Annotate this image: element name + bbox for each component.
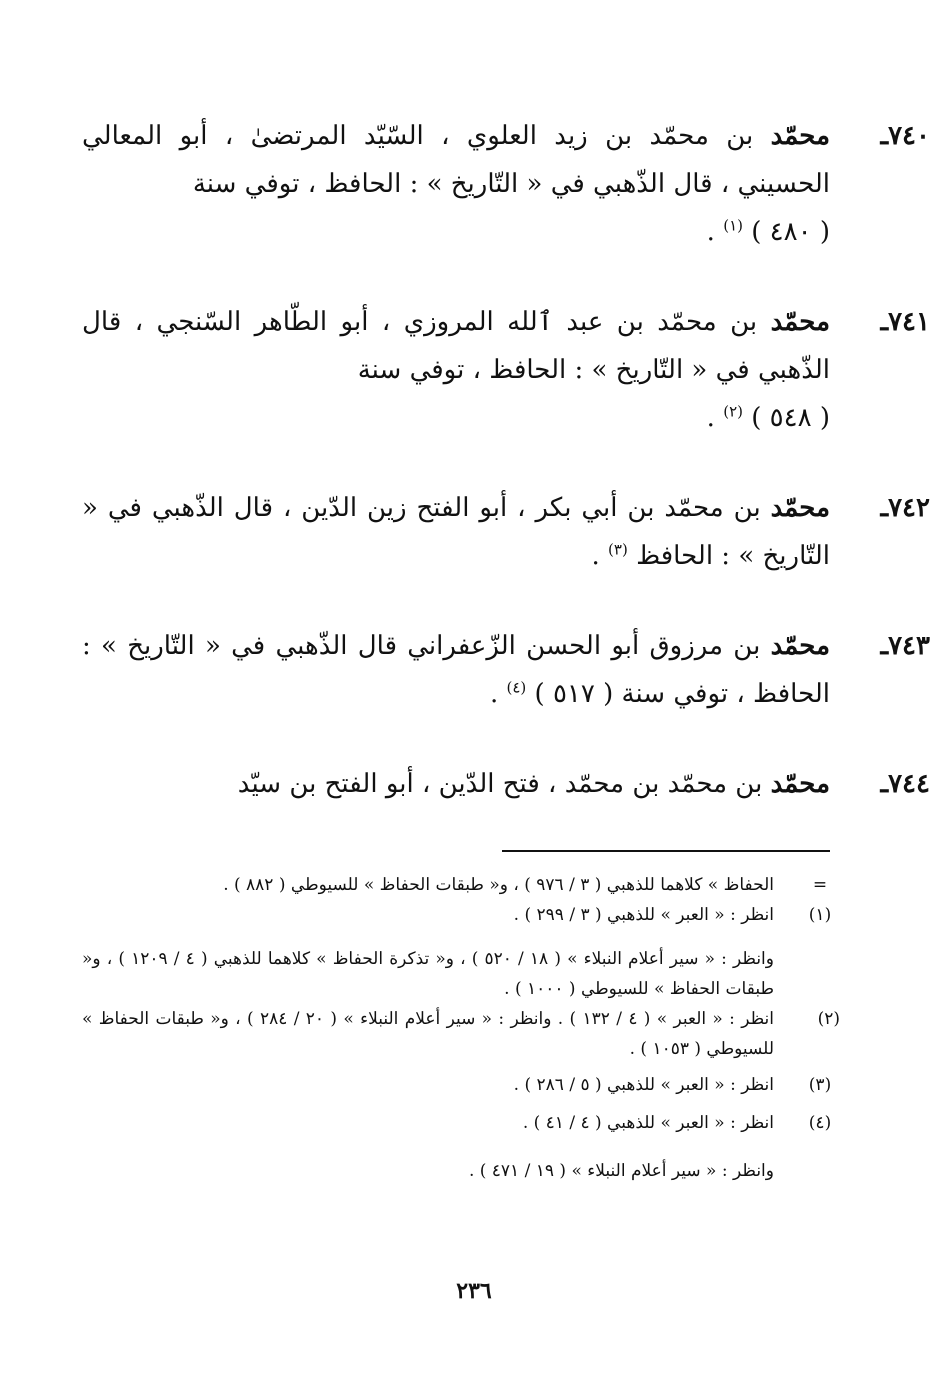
entry-tail: ( ٤٨٠ ) $^{(١)}$ . [706,216,830,247]
footnote-separator [502,850,830,852]
entry-743 [82,622,930,718]
entry-number: ٧٤٢ـ [880,493,930,523]
entry-number: ٧٤٤ـ [880,769,930,799]
footnote-marker: (٢) [723,402,743,421]
entry-text: بن محمّد بن عبد ٱلله المروزي ، أبو الطّاهر السّنجي ، قال الذّهبي في « التّاريخ » : الحافظ ، توفي سنة [82,307,830,385]
entry-name: محمّد [770,121,831,151]
entry-name: محمّد [770,769,830,799]
footnote-marker: (٤) [506,678,527,697]
entry-text: بن محمّد بن محمّد ، فتح الدّين ، أبو الفتح بن سيّد [237,769,763,799]
footnote-1-continuation: وانظر : « سير أعلام النبلاء » ( ١٨ / ٥٢٠ ) ، و« تذكرة الحفاظ » كلاهما للذهبي ( ٤ / ١٢٠٩ ) ، و« طبقات الحفاظ » للسيوطي ( ١٠٠٠ ) . [82,949,774,999]
footnote-4-continuation: وانظر : « سير أعلام النبلاء » ( ١٩ / ٤٧١ ) . [468,1161,774,1181]
footnote-1: (١) انظر : « العبر » للذهبي ( ٣ / ٢٩٩ ) . [513,905,832,925]
footnote-marker: (٣) [608,540,628,559]
entry-text: بن محمّد بن زيد العلوي ، السّيّد المرتضىٰ ، أبو المعالي الحسيني ، قال الذّهبي في « التّاريخ » : الحافظ ، توفي سنة [82,121,830,199]
footnote-4: (٤) انظر : « العبر » للذهبي ( ٤ / ٤١ ) . [522,1113,832,1133]
footnotes [82,870,840,1186]
entry-end: . [489,679,499,709]
entry-742 [82,484,930,580]
entry-number: ٧٤١ـ [880,307,930,337]
entry-end: . [591,541,600,571]
entry-name: محمّد [770,631,830,661]
entry-number: ٧٤٣ـ [880,631,930,661]
biography-entries [82,112,930,850]
entry-number: ٧٤٠ـ [880,121,930,151]
footnote-2: (٢) انظر : « العبر » ( ٤ / ١٣٢ ) . وانظر : « سير أعلام النبلاء » ( ٢٠ / ٢٨٤ ) ، و« طبقات الحفاظ » للسيوطي ( ١٠٥٣ ) . [82,1009,840,1059]
footnote-3: (٣) انظر : « العبر » للذهبي ( ٥ / ٢٨٦ ) . [513,1075,832,1095]
entry-name: محمّد [770,493,830,523]
page-number: ٢٣٦ [456,1278,492,1304]
entry-741 [82,298,930,442]
entry-text: بن محمّد بن أبي بكر ، أبو الفتح زين الدّين ، قال الذّهبي في « التّاريخ » : الحافظ [82,493,830,571]
entry-744 [82,760,930,808]
entry-tail: ( ٥٤٨ ) $^{(٢)}$ . [706,402,830,433]
entry-name: محمّد [770,307,831,337]
entry-740 [82,112,930,256]
footnote-continuation: = الحفاظ » كلاهما للذهبي ( ٣ / ٩٧٦ ) ، و« طبقات الحفاظ » للسيوطي ( ٨٨٢ ) . [223,875,828,895]
entry-text: بن مرزوق أبو الحسن الزّعفراني قال الذّهبي في « التّاريخ » : الحافظ ، توفي سنة ( ٥١٧ ) [82,631,830,709]
footnote-marker: (١) [723,216,743,235]
